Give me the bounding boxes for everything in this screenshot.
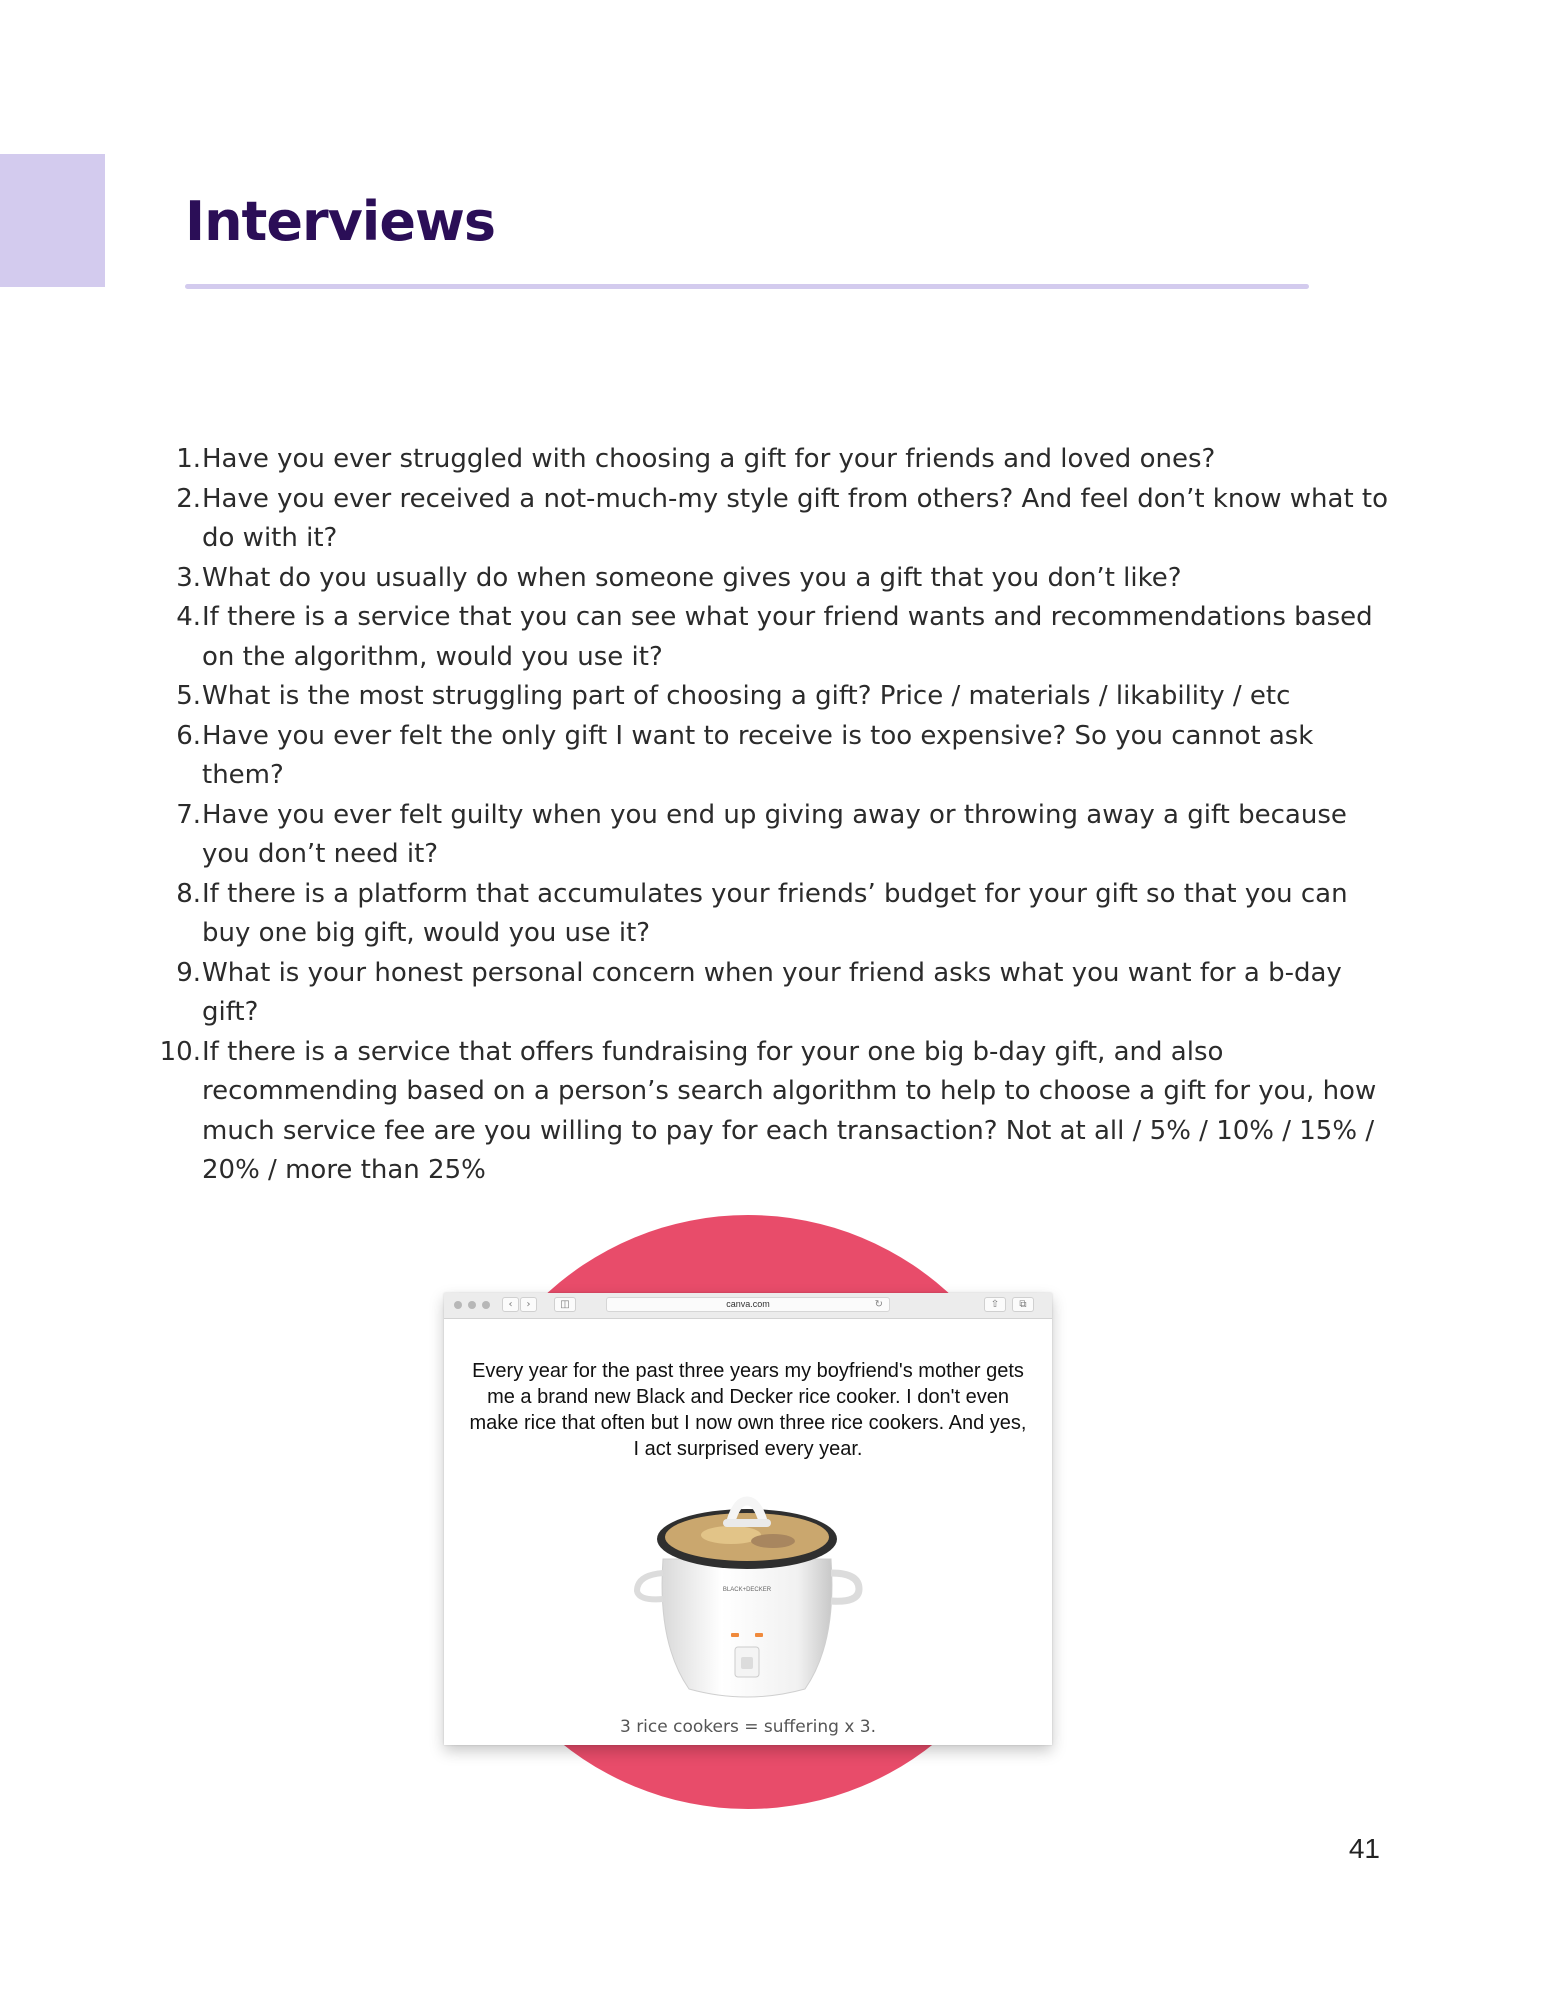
image-caption: 3 rice cookers = suffering x 3. (619, 1717, 877, 1737)
title-underline (185, 284, 1309, 289)
back-arrow-icon: ‹ (502, 1297, 519, 1312)
rice-cooker-image (627, 1493, 867, 1709)
url-text: canva.com (726, 1299, 770, 1309)
browser-window-mockup (444, 1293, 1052, 1745)
question-item (150, 717, 1390, 796)
question-number: 10. (159, 1036, 201, 1067)
question-text: If there is a service that you can see what your friend wants and recommendations based on the algorithm, would you use it? (202, 602, 1373, 672)
page-title: Interviews (185, 190, 495, 253)
question-item (150, 677, 1390, 717)
question-number: 6. (176, 720, 201, 751)
reload-icon: ↻ (874, 1299, 883, 1310)
tabs-icon: ⧉ (1012, 1297, 1034, 1312)
question-item (150, 598, 1390, 677)
question-number: 1. (176, 444, 201, 474)
url-bar (606, 1297, 890, 1312)
question-number: 9. (176, 957, 201, 988)
sidebar-icon: ◫ (554, 1297, 576, 1312)
question-text: What is your honest personal concern when your friend asks what you want for a b-day gift? (202, 957, 1342, 1027)
question-text: What is the most struggling part of choosing a gift? Price / materials / likability / etc (202, 681, 1291, 711)
question-text: If there is a service that offers fundraising for your one big b-day gift, and also recommending based on a person’s search algorithm to help to choose a gift for you, how much service fee are you willing to pay for each transaction? Not at all / 5% / 10% / 15% / 20% / more than 25% (202, 1036, 1377, 1185)
page-number: 41 (1348, 1833, 1380, 1864)
question-text: What do you usually do when someone gives you a gift that you don’t like? (202, 562, 1182, 593)
question-text: Have you ever struggled with choosing a gift for your friends and loved ones? (202, 444, 1216, 474)
question-item (150, 480, 1390, 559)
question-number: 2. (176, 483, 201, 514)
question-number: 8. (176, 878, 201, 909)
question-text: Have you ever felt the only gift I want to receive is too expensive? So you cannot ask them? (202, 720, 1314, 790)
question-item (150, 440, 1390, 480)
side-accent-block (0, 154, 105, 287)
interview-question-list (150, 440, 1390, 1191)
forward-arrow-icon: › (520, 1297, 537, 1312)
question-item (150, 796, 1390, 875)
question-text: Have you ever felt guilty when you end up giving away or throwing away a gift because you don’t need it? (202, 799, 1347, 869)
question-number: 5. (176, 681, 201, 711)
question-number: 7. (176, 799, 201, 830)
window-dot-icon (482, 1301, 490, 1309)
question-item (150, 954, 1390, 1033)
quote-text: Every year for the past three years my boyfriend's mother gets me a brand new Black and Decker rice cooker. I don't even make rice that often but I now own three rice cookers. And yes, I act surprised every year. (469, 1360, 1027, 1460)
window-dot-icon (454, 1301, 462, 1309)
cooker-brand-label: BLACK+DECKER (722, 1587, 772, 1593)
question-item (150, 559, 1390, 599)
question-text: Have you ever received a not-much-my style gift from others? And feel don’t know what to do with it? (202, 483, 1389, 553)
question-item (150, 1033, 1390, 1191)
question-text: If there is a platform that accumulates your friends’ budget for your gift so that you can buy one big gift, would you use it? (202, 878, 1348, 948)
share-icon: ⇧ (984, 1297, 1006, 1312)
question-number: 3. (176, 562, 201, 593)
window-dot-icon (468, 1301, 476, 1309)
question-item (150, 875, 1390, 954)
browser-toolbar (444, 1293, 1052, 1319)
question-number: 4. (176, 602, 201, 632)
